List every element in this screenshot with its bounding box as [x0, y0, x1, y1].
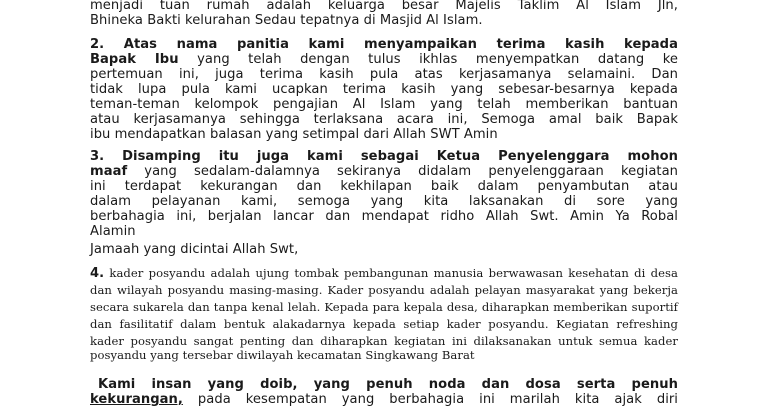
para5-line-2: kekurangan, pada kesempatan yang berbahagia ini marilah kita ajak diri [90, 392, 678, 407]
para3-line-4: dalam pelayanan kami, semoga yang kita laksanakan di sore yang [90, 194, 678, 209]
para2-line-6: atau kerjasamanya sehingga terlaksana acara ini, Semoga amal baik Bapak [90, 112, 678, 127]
para3-line-3: ini terdapat kekurangan dan kekhilapan baik dalam penyambutan atau [90, 179, 678, 194]
para3-line-6: Alamin [90, 224, 136, 239]
intro-line-1: menjadi tuan rumah adalah keluarga besar Majelis Taklim Al Islam Jln, [90, 0, 678, 13]
para2-bold-start: Bapak Ibu [90, 52, 179, 67]
para4-line-2: dan wilayah posyandu masing-masing. Kader posyandu adalah pelayan masyarakat yang bekerja [90, 283, 678, 297]
greeting: Jamaah yang dicintai Allah Swt, [90, 242, 299, 257]
intro-line-2: Bhineka Bakti kelurahan Sedau tepatnya di Masjid Al Islam. [90, 13, 483, 28]
para5-bold-start: kekurangan, [90, 392, 183, 407]
para4-line-1: 4. kader posyandu adalah ujung tombak pembangunan manusia berwawasan kesehatan di desa [90, 266, 678, 281]
para2-line-7: ibu mendapatkan balasan yang setimpal dari Allah SWT Amin [90, 127, 498, 142]
para5-heading: Kami insan yang doib, yang penuh noda dan dosa serta penuh [98, 377, 678, 392]
para3-heading: 3. Disamping itu juga kami sebagai Ketua Penyelenggara mohon [90, 149, 678, 164]
para4-line-4: dan fasilitatif dalam bentuk alakadarnya kepada setiap kader posyandu. Kegiatan refreshing [90, 317, 678, 331]
para4-line-3: secara sukarela dan tanpa kenal lelah. Kepada para kepala desa, diharapkan memberikan suportif [90, 300, 678, 314]
para3-bold-start: maaf [90, 164, 128, 179]
para2-heading: 2. Atas nama panitia kami menyampaikan terima kasih kepada [90, 37, 678, 52]
para3-line-5: berbahagia ini, berjalan lancar dan mendapat ridho Allah Swt. Amin Ya Robal [90, 209, 678, 224]
para3-line-2: maaf yang sedalam-dalamnya sekiranya didalam penyelenggaraan kegiatan [90, 164, 678, 179]
para4-line-6: posyandu yang tersebar diwilayah kecamatan Singkawang Barat [90, 348, 475, 362]
para2-line-2: Bapak Ibu yang telah dengan tulus ikhlas menyempatkan datang ke [90, 52, 678, 67]
para2-line-5: teman-teman kelompok pengajian Al Islam yang telah memberikan bantuan [90, 97, 678, 112]
para4-number: 4. [90, 266, 105, 281]
para2-line-4: tidak lupa pula kami ucapkan terima kasih yang sebesar-besarnya kepada [90, 82, 678, 97]
para2-line-3: pertemuan ini, juga terima kasih pula atas kerjasamanya selamaini. Dan [90, 67, 678, 82]
para4-line-5: kader posyandu sangat penting dan diharapkan kegiatan ini dilaksanakan untuk semua kader [90, 334, 678, 348]
